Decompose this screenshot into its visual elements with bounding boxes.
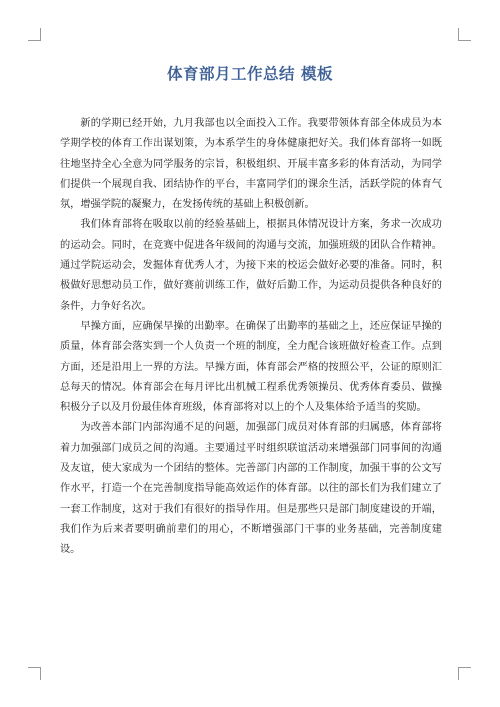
paragraph-1: 新的学期已经开始，九月我部也以全面投入工作。我要带领体育部全体成员为本学期学校的体育工作出谋划策，为本系学生的身体健康把好关。我们体育部将一如既往地坚持全心全意为同学服务的宗旨，积极组织、开展丰富多彩的体育活动，为同学们提供一个展现自我、团结协作的平台，丰富同学们的课余生活，活跃学院的体育气氛，增强学院的凝聚力，在发扬传统的基础上积极创新。: [60, 118, 442, 211]
paragraph-2: 我们体育部将在吸取以前的经验基础上，根据具体情况设计方案，务求一次成功的运动会。同时，在竞赛中促进各年级间的沟通与交流，加强班级的团队合作精神。通过学院运动会，发掘体育优秀人才，为接下来的校运会做好必要的准备。同时，积极做好思想动员工作，做好赛前训练工作，做好后勤工作，为运动员提供各种良好的条件，力争好名次。: [60, 219, 442, 312]
crop-mark-top-left: [28, 28, 41, 41]
crop-mark-bottom-left: [28, 667, 41, 680]
paragraph-3: 早操方面，应确保早操的出勤率。在确保了出勤率的基础之上，还应保证早操的质量，体育部会落实到一个人负责一个班的制度，全力配合该班做好检查工作。点到方面，还是沿用上一界的方法。早操方面，体育部会严格的按照公平，公证的原则汇总每天的情况。体育部会在每月评比出机械工程系优秀领操员、优秀体育委员、做操积极分子以及月份最佳体育班级，体育部将对以上的个人及集体给予适当的奖励。: [60, 320, 442, 414]
document-title: 体育部月工作总结 模板: [167, 65, 333, 83]
crop-mark-bottom-right: [458, 667, 471, 680]
document-body: [60, 114, 442, 561]
paragraph-4: 为改善本部门内部沟通不足的问题，加强部门成员对体育部的归属感，体育部将着力加强部门成员之间的沟通。主要通过平时组织联谊活动来增强部门同事间的沟通及友谊，使大家成为一个团结的整体。完善部门内部的工作制度，加强干事的公文写作水平，打造一个在完善制度指导能高效运作的体育部。以往的部长们为我们建立了一套工作制度，这对于我们有很好的指导作用。但是那些只是部门制度建设的开端，我们作为后来者要明确前辈们的用心，不断增强部门干事的业务基础，完善制度建设。: [60, 422, 442, 556]
crop-mark-top-right: [458, 28, 471, 41]
